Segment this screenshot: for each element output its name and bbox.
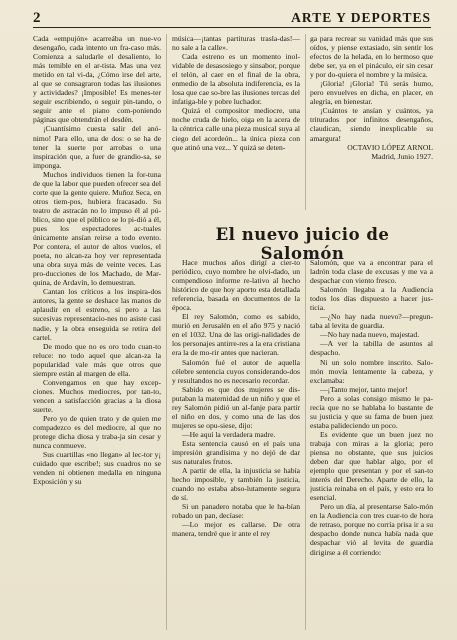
paragraph: ¡Cuántos te ansían y cuántos, ya triturados por infinitos desengaños, claudican, siendo inexplicable su amargura! — [310, 106, 433, 143]
dateline: Madrid, Junio 1927. — [371, 151, 433, 161]
page-header — [33, 10, 431, 26]
paragraph: Esta sentencia causó en el país una impresión grandísima y no dejó de dar sus naturales frutos. — [172, 438, 300, 467]
paragraph: Salomón fué el autor de aquella célebre sentencia cuyos considerando-dos y resultandos no es necesario recordar. — [172, 357, 300, 385]
paragraph: Sus cuartillas «no llegan» al lec-tor y¡ cuidado que escribe!; sus cuadros no se venden ni obtienen medalla en ninguna Exposición y su — [33, 450, 161, 487]
article-1-column-2 — [172, 34, 300, 210]
journal-title: ARTE Y DEPORTES — [291, 10, 431, 25]
paragraph: ¡Cuantísimo cuesta salir del anó-nimo! Para ello, una de dos: o se ha de tener la suerte por arrobas o una inspiración que, a fuer de grandio-sa, se imponga. — [33, 124, 161, 170]
paragraph: Si un panadero notaba que le ha-bían robado un pan, decíase: — [172, 502, 300, 521]
paragraph: Pero un día, al presentarse Salo-món en la Audiencia con tres cuar-to de hora de retraso, porque no corría prisa ir a su despacho donde nunca había nada que despachar vió al levita de guardia dirigirse a él corriendo: — [310, 502, 433, 557]
paragraph: Quizá el compositor mediocre, una noche cruda de hielo, oiga en la acera de la céntrica calle una pieza musical suya al ciego del acordeón... la única pieza con que atinó una vez... Y quizá se deten- — [172, 106, 300, 152]
page-number: 2 — [33, 10, 41, 26]
article-1-column-3 — [310, 34, 433, 210]
paragraph: música—¡tantas partituras trasla-das!—no sale a la calle». — [172, 34, 300, 53]
paragraph: Cada estreno es un momento inol-vidable de desasosiego y sinsabor, porque el telón, al caer en el final de la obra, enmedio de la absoluta indiferencia, es la losa que cae so-bre las ilusiones tercas del infatiga-ble y pobre luchador. — [172, 52, 300, 107]
paragraph: Ni un solo nombre inscrito. Salo-món movía lentamente la cabeza, y exclamaba: — [310, 357, 433, 385]
paragraph: ga para recrear su vanidad más que sus oídos, y piense extasiado, sin sentir los efectos de la helada, en lo hermoso que debe ser, ya en el pináculo, eir sin cesar y por do-quiera el nombre y la música. — [310, 34, 433, 80]
paragraph: —A ver la tabilla de asuntos al despacho. — [310, 339, 433, 358]
column-divider — [305, 34, 306, 210]
paragraph: ¡Gloria! ¡Gloria! Tú serás humo, pero envuelves en dicha, en placer, en alegría, en bienestar. — [310, 79, 433, 107]
column-divider — [305, 258, 306, 630]
column-divider — [166, 34, 167, 630]
paragraph: —¿No hay nada nuevo?—pregun-taba al levita de guardia. — [310, 312, 433, 331]
paragraph: Sabido es que dos mujeres se dis-putaban la maternidad de un niño y que el rey Salomón pidió un al-fanje para partir el niño en dos, y como una de las dos mujeres se opu-siese, dijo: — [172, 384, 300, 430]
paragraph: —¡Tanto mejor, tanto mejor! — [320, 384, 408, 394]
paragraph: Es evidente que un buen juez no trabaja con miras a la gloria; pero piensa no obstante, que sus juicios deben dar que hablar algo, por el ejemplo que presentan y por el san-to interés del Derecho. Aparte de ello, la justicia reinaba en el país, y esto era lo esencial. — [310, 429, 433, 503]
header-rule — [33, 27, 431, 28]
paragraph: Hace muchos años dirigí a cier-to periódico, cuyo nombre he olvi-dado, un compendioso informe re-lativo al hecho histórico de que hoy aporto esta detallada referencia, basada en documentos de la época. — [172, 258, 300, 313]
author-signature: OCTAVIO LÓPEZ ARNOL — [347, 142, 433, 152]
article-1-column-1 — [33, 34, 161, 630]
paragraph: El rey Salomón, como es sabido, murió en Jerusalén en el año 975 y nació en el 1032. Una de las origi-nalidades de los personajes antirre-res a la era cristiana era la de mo-rir antes que nacieran. — [172, 312, 300, 358]
article-2-headline: El nuevo juicio de Salomón — [215, 225, 390, 263]
paragraph: —He aquí la verdadera madre. — [182, 429, 276, 439]
paragraph: Convengamos en que hay excep-ciones. Muchos mediocres, por tan-to, vencen a satisfacción gracias a la diosa suerte. — [33, 377, 161, 414]
paragraph: De modo que no es oro todo cuan-to reluce: no todo aquel que alcan-za la popularidad vale más que otros que siempre están al margen de ella. — [33, 341, 161, 378]
paragraph: Cada «empujón» acarreába un nue-vo desengaño, cada intento un fra-caso más. Comienza a saludarle el desaliento, lo más temible en el ar-tista. Mas una vez metido en tal vi-da, ¿Cómo irse del arte, al que se consagraron todas las ilusiones y actividades? ¡Imposible! Es menes-ter seguir escribiendo, o seguir pin-tando, o seguir ante el piano com-poniendo páginas que obtendrán el desdén. — [33, 34, 161, 125]
paragraph: Salomón, que va a encontrar para el ladrón toda clase de excusas y me va a despachar con viento fresco. — [310, 258, 433, 286]
paragraph: Salomón llegaba a la Audiencia todos los días dispuesto a hacer jus-ticia. — [310, 285, 433, 313]
paragraph: Muchos individuos tienen la for-tuna de que la labor que pueden ofrecer sea del corte que la gente quiere. Muñoz Seca, en otros tiem-pos, hubiera fracasado. Su teatro de astracán no lo impuso él al pú-blico, sino que el público se lo pi-dió a él, pues los espectadores ac-tuales únicamente ansían reirse a todo evento. Por contera, el autor de altos vuelos, el poeta, no alcan-za hoy ver representada una obra suya más de veinte veces. Las pro-ducciones de los Machado, de Mar-quina, de Ardavín, lo demuestran. — [33, 169, 161, 288]
article-2-column-1 — [172, 258, 300, 630]
article-2-column-2 — [310, 258, 433, 630]
paragraph: Pero yo de quien trato y de quien me compadezco es del mediocre, al que no protege dicha diosa y traba-ja sin cesar y nunca conmueve. — [33, 413, 161, 451]
paragraph: Cantan los críticos a los inspira-dos autores, la gente se deshace las manos de aplaudir en el estreno, si pero a las sucesivas representacio-nes no asiste casi nadie, y la obra enseguida se retira del cartel. — [33, 287, 161, 342]
paragraph: A partir de ella, la injusticia se había hecho imposible, y también la justicia, cuando no estaba abso-lutamente segura de sí. — [172, 466, 300, 503]
paragraph: —No hay nada nuevo, majestad. — [320, 330, 420, 340]
paragraph: Pero a solas consigo mismo le pa-recía que no se hablaba lo bastante de su justicia y que su fama de buen juez estaba palideciendo un poco. — [310, 393, 433, 430]
paragraph: —Lo mejor es callarse. De otra manera, tendré que ir ante el rey — [172, 520, 300, 539]
